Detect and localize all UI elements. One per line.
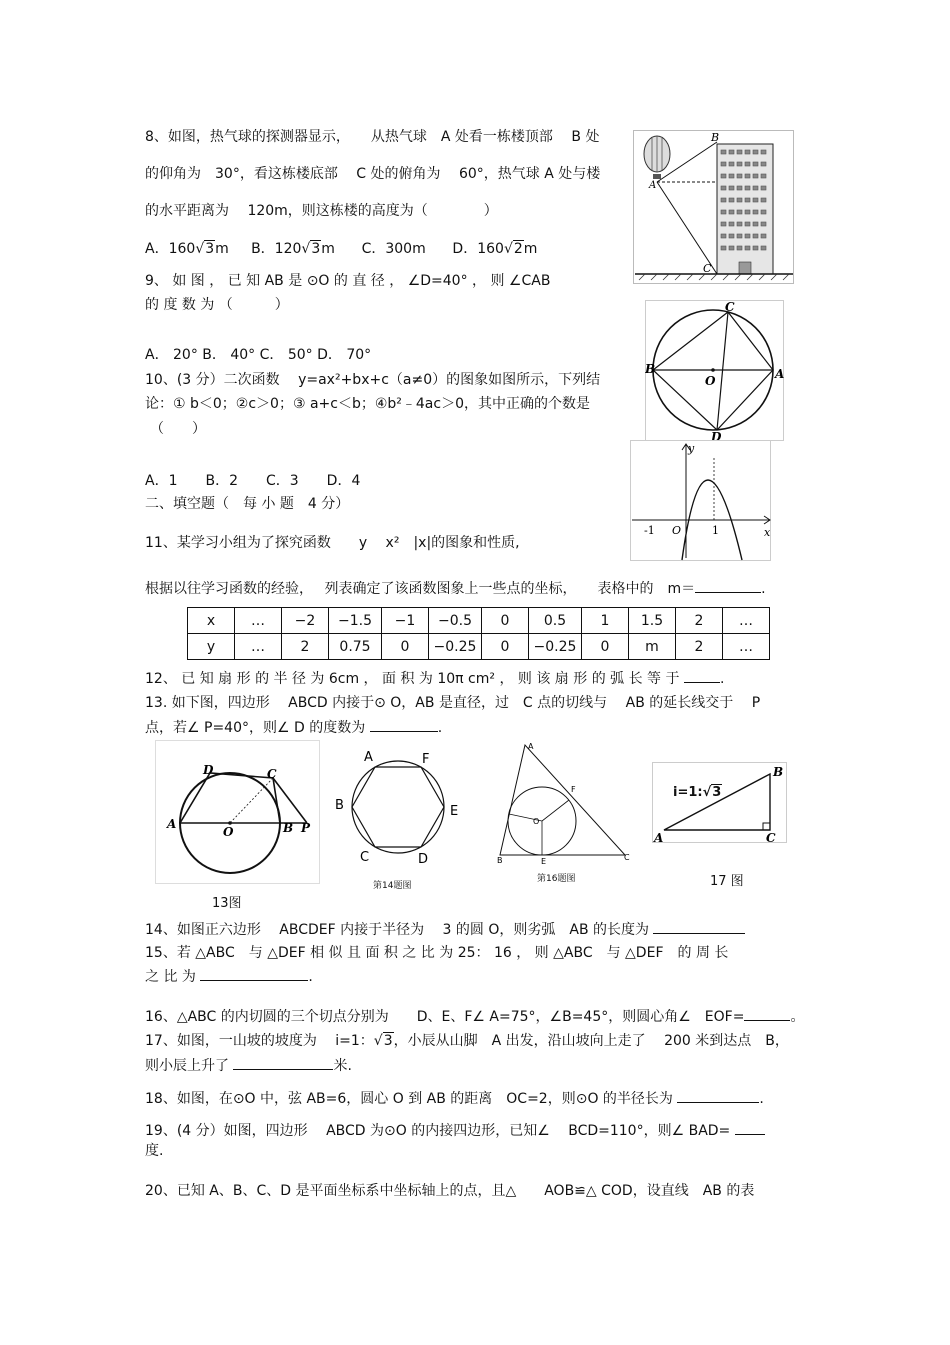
q10-options: A．1 B．2 C．3 D．4 [145,473,361,489]
label-e: E [450,804,459,819]
table-cell: 0.75 [329,634,382,660]
label-c: C [360,850,370,865]
table-cell: 0.5 [529,608,582,634]
label-b: B [335,798,344,813]
label-neg1: -1 [644,524,655,537]
fig13-caption: 13图 [212,896,242,911]
radius-of [542,800,569,821]
label-c: C [703,262,712,275]
table-cell: 2 [676,634,723,660]
table-cell: … [235,608,282,634]
q8-option-b: B．120√3m [251,241,335,257]
label-one: 1 [712,524,719,537]
quadrilateral [180,773,280,823]
table-cell: 0 [482,634,529,660]
table-row-y [188,634,770,660]
q9-line1: 9、 如 图 ， 已 知 AB 是 ⊙O 的 直 径 ， ∠D=40° ， 则 ∠CAB [145,273,551,289]
section-heading: 二、填空题（ 每 小 题 4 分） [145,496,350,512]
q18-line1: 18、如图，在⊙O 中，弦 AB=6，圆心 O 到 AB 的距离 OC=2，则⊙O 的半径长为 . [145,1088,764,1108]
table-cell: −2 [282,608,329,634]
label-p: P [301,821,311,835]
table-cell: 1.5 [629,608,676,634]
q11-line1: 11、某学习小组为了探究函数 y x² |x|的图象和性质, [145,535,520,551]
label-b: B [283,821,294,835]
table-cell: y [188,634,235,660]
q8-option-a: A．160√3m [145,241,229,257]
value-table [187,607,770,660]
chord-cd [717,312,728,430]
label-c: C [624,853,630,862]
fig13 [155,740,320,885]
label-d: D [418,852,429,867]
label-b: B [711,131,720,144]
sqrt-symbol: √3 [373,1033,393,1049]
answer-blank [695,578,761,593]
sight-line-bottom [657,182,717,274]
answer-blank [233,1055,333,1070]
label-c: C [267,767,277,781]
q9-options: A． 20° B． 40° C． 50° D． 70° [145,347,372,363]
q17-line1: 17、如图，一山坡的坡度为 i=1：√3，小辰从山脚 A 出发，沿山坡向上走了 200 米到达点 B， [145,1033,789,1049]
fig16-caption: 第16题图 [537,874,576,884]
fig14 [330,745,470,870]
label-b: B [497,856,503,865]
hexagon [352,767,444,847]
answer-blank [200,966,308,981]
table-cell: −0.25 [529,634,582,660]
circle-o [352,761,444,853]
right-angle-mark [763,823,770,830]
table-cell: 0 [382,634,429,660]
sqrt-symbol: √3 [702,785,722,800]
q19-line2: 度. [145,1143,164,1159]
table-cell: 0 [582,634,629,660]
q13-line2: 点，若∠ P=40°，则∠ D 的度数为 . [145,717,442,737]
label-b: B [645,362,656,376]
q16-line1: 16、△ABC 的内切圆的三个切点分别为 D、E、F∠ A=75°，∠B=45°，则圆心角∠ EOF= 。 [145,1006,804,1026]
table-cell: 1 [582,608,629,634]
label-d: D [203,763,214,777]
sqrt-symbol: √2 [503,241,523,257]
balloon-icon [644,136,670,179]
q8-line2: 的仰角为 30°，看这栋楼底部 C 处的俯角为 60°，热气球 A 处与楼 [145,166,601,182]
q9-line2: 的 度 数 为 （ ） [145,297,289,313]
label-o: O [672,524,682,537]
fig17 [652,762,788,844]
q8-line1: 8、如图，热气球的探测器显示， 从热气球 A 处看一栋楼顶部 B 处 [145,129,600,145]
table-cell: 2 [676,608,723,634]
table-cell: … [723,634,770,660]
fig16 [495,740,635,865]
sqrt-symbol: √3 [195,241,215,257]
table-cell: −1.5 [329,608,382,634]
fig17-caption: 17 图 [710,874,744,889]
answer-blank [744,1006,790,1021]
q10-line2: 论：① b＜0；②c＞0；③ a+c＜b；④b²﹣4ac＞0，其中正确的个数是 [145,396,590,412]
q17-line2: 则小辰上升了 米. [145,1055,352,1075]
label-b: B [773,765,784,779]
q8-options [145,240,537,258]
label-x: x [764,526,771,539]
q8-figure [633,130,795,285]
q8-line3: 的水平距离为 120m，则这栋楼的高度为（ ） [145,203,498,219]
q15-line1: 15、若 △ABC 与 △DEF 相 似 且 面 积 之 比 为 25： 16 ， 则 △ABC 与 △DEF 的 周 长 [145,945,729,961]
answer-blank [684,668,720,683]
table-cell: 0 [482,608,529,634]
label-f: F [571,785,576,794]
q10-figure [630,440,778,562]
label-c: C [725,300,735,314]
q20-line1: 20、已知 A、B、C、D 是平面坐标系中坐标轴上的点，且△ AOB≌△ COD，设直线 AB 的表 [145,1183,755,1199]
label-o: O [533,817,540,826]
q8-option-c: C．300m [361,241,426,257]
table-cell: −1 [382,608,429,634]
label-e: E [541,857,547,865]
q10-line1: 10、(3 分）二次函数 y=ax²+bx+c（a≠0）的图象如图所示，下列结 [145,372,601,388]
q19-line1: 19、(4 分）如图，四边形 ABCD 为⊙O 的内接四边形，已知∠ BCD=110°，则∠ BAD= [145,1120,765,1140]
center-point [711,368,715,372]
tangent-line [273,778,307,823]
q13-line1: 13. 如下图，四边形 ABCD 内接于⊙ O，AB 是直径，过 C 点的切线与 AB 的延长线交于 P [145,695,761,711]
triangle-abc [500,745,625,855]
table-cell: −0.25 [429,634,482,660]
answer-blank [735,1120,765,1135]
label-a: A [649,180,657,191]
q9-figure [645,300,785,442]
radius-oc [230,778,273,823]
table-cell: … [723,608,770,634]
label-c: C [766,831,776,844]
label-a: A [167,817,177,831]
slope-triangle [664,774,770,830]
label-a: A [654,831,664,844]
fig14-caption: 第14题图 [373,881,412,891]
q12-line1: 12、 已 知 扇 形 的 半 径 为 6cm ， 面 积 为 10π cm² ， 则 该 扇 形 的 弧 长 等 于 . [145,668,724,688]
label-o: O [705,374,716,388]
answer-blank [370,717,438,732]
label-a: A [775,367,785,381]
q8-option-d: D．160√2m [452,241,538,257]
ground-hatch [639,274,789,280]
sqrt-symbol: √3 [301,241,321,257]
label-d: D [711,430,722,442]
table-cell: −0.5 [429,608,482,634]
table-cell: m [629,634,676,660]
label-a: A [528,742,534,751]
label-a: A [364,750,373,765]
q15-line2: 之 比 为 . [145,966,313,986]
table-cell: x [188,608,235,634]
label-y: y [688,442,695,455]
table-cell: … [235,634,282,660]
label-o: O [223,825,234,839]
q11-line2: 根据以往学习函数的经验， 列表确定了该函数图象上一些点的坐标， 表格中的 m＝ . [145,578,766,598]
answer-blank [677,1088,759,1103]
table-row-x [188,608,770,634]
label-f: F [422,752,430,767]
fig17-slope-label: i=1:√3 [673,785,722,800]
table-cell: 2 [282,634,329,660]
q14-line1: 14、如图正六边形 ABCDEF 内接于半径为 3 的圆 O，则劣弧 AB 的长度为 [145,919,745,939]
q10-line3: （ ） [150,421,206,437]
answer-blank [653,919,745,934]
building [717,144,773,274]
